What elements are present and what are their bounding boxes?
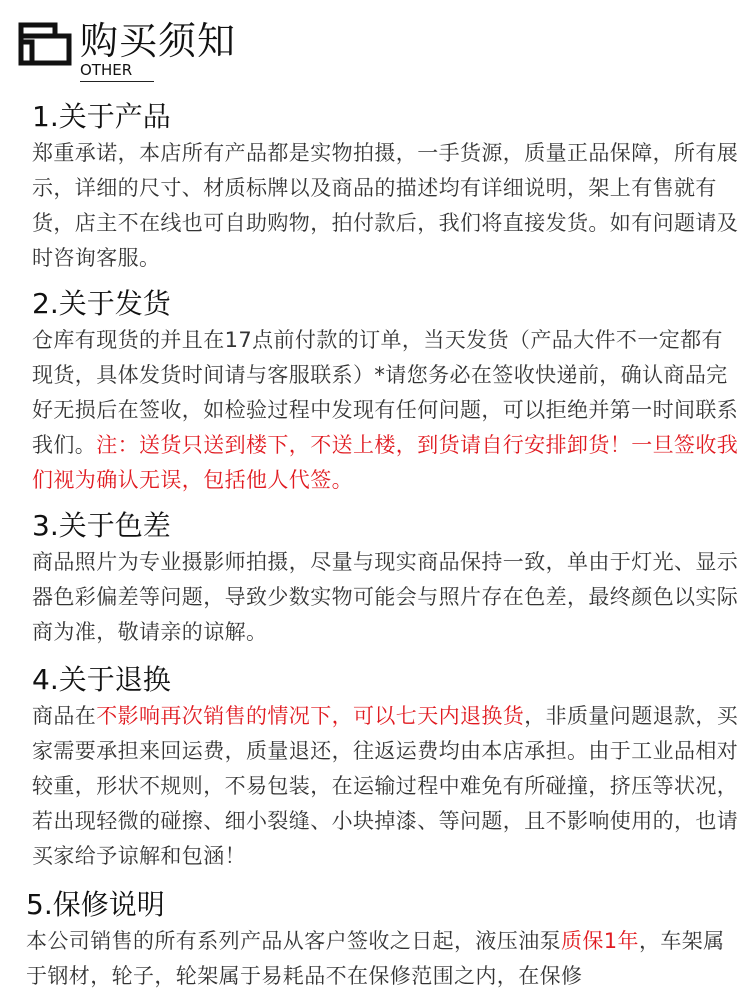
section-heading: 4.关于退换 <box>32 663 171 696</box>
section-body: 商品在不影响再次销售的情况下，可以七天内退换货，非质量问题退款，买家需要承担来回运费，质量退还，往返运费均由本店承担。由于工业品相对较重，形状不规则，不易包装，在运输过程中难免有所碰撞，挤压等状况，若出现轻微的碰擦、细小裂缝、小块掉漆、等问题，且不影响使用的，也请买家给予谅解和包涵！ <box>32 704 739 868</box>
header-underline <box>80 81 154 82</box>
warning-text: 注：送货只送到楼下，不送上楼，到货请自行安排卸货！一旦签收我们视为确认无误，包括他人代签。 <box>32 433 739 492</box>
window-squares-icon <box>18 22 72 66</box>
section-heading: 3.关于色差 <box>32 509 171 542</box>
section-returns <box>32 663 740 874</box>
section-product <box>32 100 740 276</box>
section-heading: 2.关于发货 <box>32 287 171 320</box>
section-color-difference <box>32 509 740 650</box>
section-body: 本公司销售的所有系列产品从客户签收之日起，液压油泵质保1年，车架属于钢材，轮子，轮架属于易耗品不在保修范围之内，在保修 <box>26 929 725 988</box>
section-warranty <box>26 888 734 994</box>
section-heading: 1.关于产品 <box>32 100 171 133</box>
header <box>0 0 750 90</box>
section-body: 郑重承诺，本店所有产品都是实物拍摄，一手货源，质量正品保障，所有展示，详细的尺寸、材质标牌以及商品的描述均有详细说明，架上有售就有货，店主不在线也可自助购物，拍付款后，我们将直接发货。如有问题请及时咨询客服。 <box>32 141 739 270</box>
highlight-text: 质保1年 <box>561 929 639 953</box>
section-heading: 5.保修说明 <box>26 888 165 921</box>
section-body: 仓库有现货的并且在17点前付款的订单，当天发货（产品大件不一定都有现货，具体发货时间请与客服联系）*请您务必在签收快递前，确认商品完好无损后在签收，如检验过程中发现有任何问题，可以拒绝并第一时间联系我们。注：送货只送到楼下，不送上楼，到货请自行安排卸货！一旦签收我们视为确认无误，包括他人代签。 <box>32 328 739 492</box>
highlight-text: 不影响再次销售的情况下，可以七天内退换货 <box>96 704 525 728</box>
section-body: 商品照片为专业摄影师拍摄，尽量与现实商品保持一致，单由于灯光、显示器色彩偏差等问题，导致少数实物可能会与照片存在色差，最终颜色以实际商为准，敬请亲的谅解。 <box>32 550 739 644</box>
section-shipping <box>32 287 740 498</box>
page-subtitle: OTHER <box>80 61 133 79</box>
page-title: 购买须知 <box>80 19 237 63</box>
